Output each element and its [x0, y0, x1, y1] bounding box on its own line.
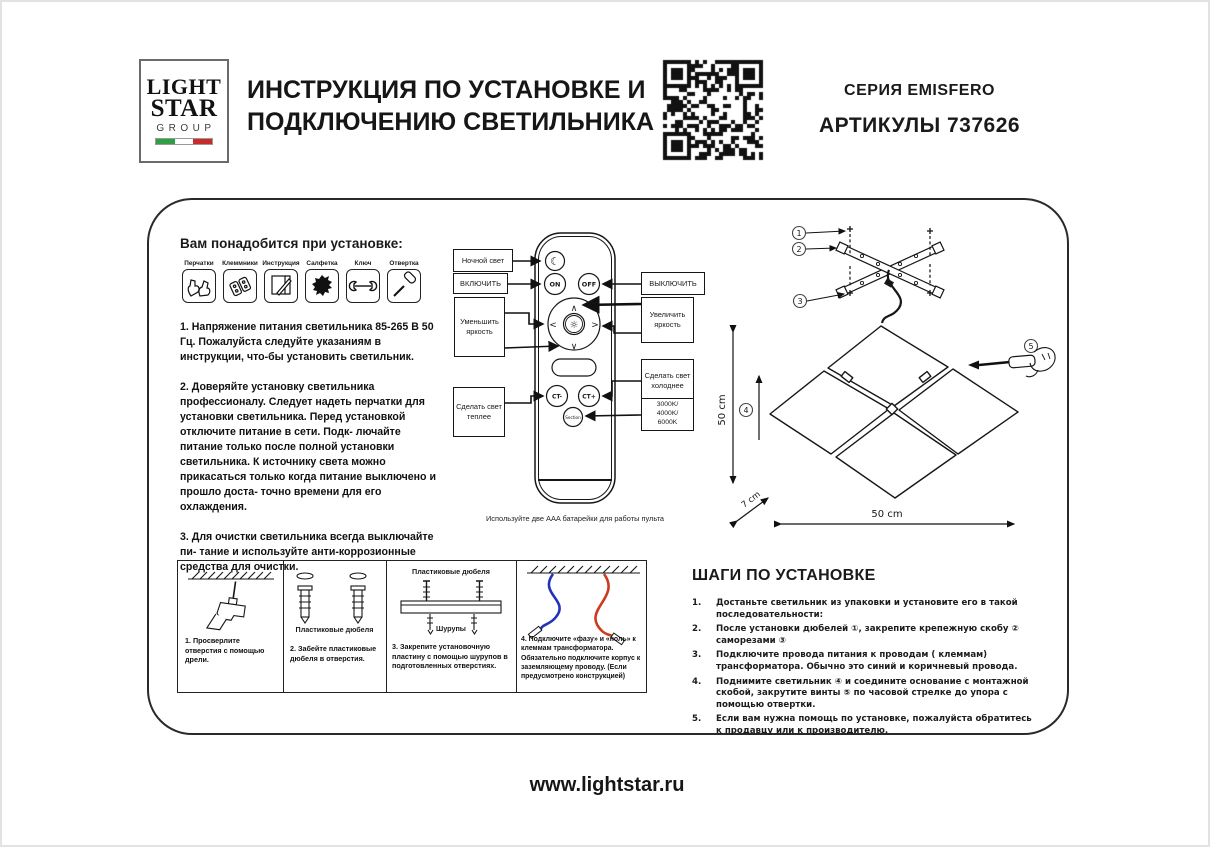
tools-heading: Вам понадобится при установке: — [180, 236, 403, 251]
install-step — [692, 677, 1032, 712]
wrench-icon — [346, 269, 380, 303]
off-button-label: OFF — [581, 280, 597, 289]
lightstar-logo — [139, 59, 229, 163]
install-step — [692, 624, 1032, 647]
hand-screwdriver-icon — [968, 348, 1055, 377]
page-title — [247, 74, 667, 138]
arrow-left-icon: < — [549, 320, 557, 331]
moon-icon: ☾ — [550, 255, 560, 268]
label-kelvin — [641, 398, 694, 431]
callout-5: 5 — [1028, 342, 1034, 351]
step2-caption: 2. Забейте пластиковые дюбеля в отверстия. — [290, 644, 377, 663]
install-steps-list — [692, 598, 1032, 741]
tool-terminals — [220, 260, 260, 303]
brightness-icon: ☼ — [569, 320, 579, 331]
step-text: После установки дюбелей ①, закрепите крепежную скобу ② саморезами ③ — [716, 624, 1019, 646]
dim-depth: 7 cm — [739, 489, 763, 511]
step-text: Если вам нужна помощь по установке, пожалуйста обратитесь к продавцу или к производителю. — [716, 714, 1032, 736]
step3-label-top: Пластиковые дюбеля — [412, 567, 490, 576]
series-block — [802, 82, 1037, 138]
tool-manual — [261, 260, 301, 303]
kelvin-4000: 4000K/ — [656, 410, 679, 418]
callout-2: 2 — [796, 245, 802, 254]
website-url: www.lightstar.ru — [529, 774, 685, 796]
italian-flag-icon — [155, 138, 213, 145]
dim-width: 50 cm — [871, 509, 903, 520]
step2-label: Пластиковые дюбеля — [295, 625, 374, 634]
ct-minus-label: CT- — [551, 393, 563, 401]
napkin-icon — [305, 269, 339, 303]
logo-text-light: LIGHT — [146, 73, 222, 99]
drill-icon — [188, 572, 274, 633]
tool-label: Инструкция — [262, 260, 300, 267]
label-night-light: Ночной свет — [453, 249, 513, 272]
install-step — [692, 650, 1032, 673]
pill-button — [552, 359, 596, 376]
on-button-label: ON — [549, 280, 561, 289]
step-number: 4. — [692, 676, 702, 687]
terminals-icon — [223, 269, 257, 303]
arrow-right-icon: > — [591, 320, 599, 331]
tool-gloves — [179, 260, 219, 303]
wiring-icon — [527, 566, 640, 645]
tool-label: Клеммники — [222, 260, 258, 267]
screwdriver-icon — [387, 269, 421, 303]
kelvin-6000: 6000K — [657, 418, 678, 426]
step-number: 3. — [692, 650, 702, 661]
logo-text-group: GROUP — [156, 123, 216, 135]
arrow-down-icon: ∨ — [570, 342, 578, 352]
callout-3: 3 — [797, 297, 803, 306]
ct-plus-label: CT+ — [582, 393, 596, 401]
tool-napkin — [302, 260, 342, 303]
warning-3: 3. Для очистки светильника всегда выключайте пи- тание и используйте анти-коррозионные средства для очистки. — [180, 531, 434, 574]
section-label: Section — [565, 414, 581, 420]
kelvin-3000: 3000K/ — [656, 401, 679, 409]
dim-height: 50 cm — [717, 394, 728, 426]
step-text: Поднимите светильник ④ и соедините основание с монтажной скобой, закрутите винты ⑤ по часовой стрелке до упора с помощью отвертки. — [716, 676, 1029, 710]
install-steps-heading: ШАГИ ПО УСТАНОВКЕ — [692, 567, 876, 584]
label-warmer: Сделать свет теплее — [453, 387, 505, 437]
label-turn-off: ВЫКЛЮЧИТЬ — [641, 272, 705, 295]
dowels-icon — [297, 573, 366, 623]
tool-label: Ключ — [354, 260, 372, 267]
tool-wrench — [343, 260, 383, 303]
label-turn-on: ВКЛЮЧИТЬ — [453, 273, 508, 294]
page-title-line1: ИНСТРУКЦИЯ ПО УСТАНОВКЕ И — [247, 76, 646, 104]
callout-1: 1 — [796, 229, 802, 238]
step-number: 2. — [692, 624, 702, 635]
gloves-icon — [182, 269, 216, 303]
install-step — [692, 598, 1032, 621]
step4-caption: 4. Подключите «фазу» и «ноль» к клеммам трансформатора. Обязательно подключите корпус к заземляющему проводу. (Если предусмотрено конструкцией) — [521, 636, 641, 681]
callout-4: 4 — [743, 406, 749, 415]
page-title-line2: ПОДКЛЮЧЕНИЮ СВЕТИЛЬНИКА — [247, 108, 655, 136]
step-text: Достаньте светильник из упаковки и установите его в такой последовательности: — [716, 598, 1018, 620]
manual-icon — [264, 269, 298, 303]
install-step — [692, 714, 1032, 737]
warning-1: 1. Напряжение питания светильника 85-265 В 50 Гц. Пожалуйста следуйте указаниям в инструкции, что-бы установить светильник. — [180, 321, 434, 364]
mounting-diagram — [717, 217, 1067, 547]
article-number: АРТИКУЛЫ 737626 — [818, 114, 1021, 137]
step3-label-bottom: Шурупы — [436, 624, 466, 633]
label-dim: Уменьшить яркость — [454, 297, 505, 357]
arrow-up-icon: ∧ — [570, 304, 578, 314]
step-number: 5. — [692, 714, 702, 725]
warning-2: 2. Доверяйте установку светильника профессионалу. Следует надеть перчатки для установки светильника. Перед установкой отключите питание в сети. Подк- лючайте питание только после полной установки светильника. К источнику света можно прикасаться только когда питание выключено и прошло доста- точно времени для его охлаждения. — [180, 381, 436, 514]
tool-screwdriver — [384, 260, 424, 303]
tool-label: Отвертка — [389, 260, 419, 267]
step-text: Подключите провода питания к проводам ( клеммам) трансформатора. Обычно это синий и коричневый провода. — [716, 650, 1018, 672]
battery-note: Используйте две AAA батарейки для работы пульта — [485, 514, 665, 523]
safety-warnings — [180, 320, 440, 590]
qr-code — [657, 54, 769, 166]
label-brighten: Увеличить яркость — [641, 297, 694, 343]
step-number: 1. — [692, 598, 702, 608]
tool-label: Перчатки — [184, 260, 214, 267]
tool-label: Салфетка — [306, 260, 338, 267]
label-cooler: Сделать свет холоднее — [641, 359, 694, 403]
step3-caption: 3. Закрепите установочную пластину с помощью шурупов в подготовленных отверстиях. — [392, 642, 508, 671]
step1-caption: 1. Просверлите отверстия с помощью дрели. — [185, 636, 265, 665]
series-name: СЕРИЯ EMISFERO — [844, 82, 995, 99]
logo-text-star: STAR — [150, 95, 218, 123]
